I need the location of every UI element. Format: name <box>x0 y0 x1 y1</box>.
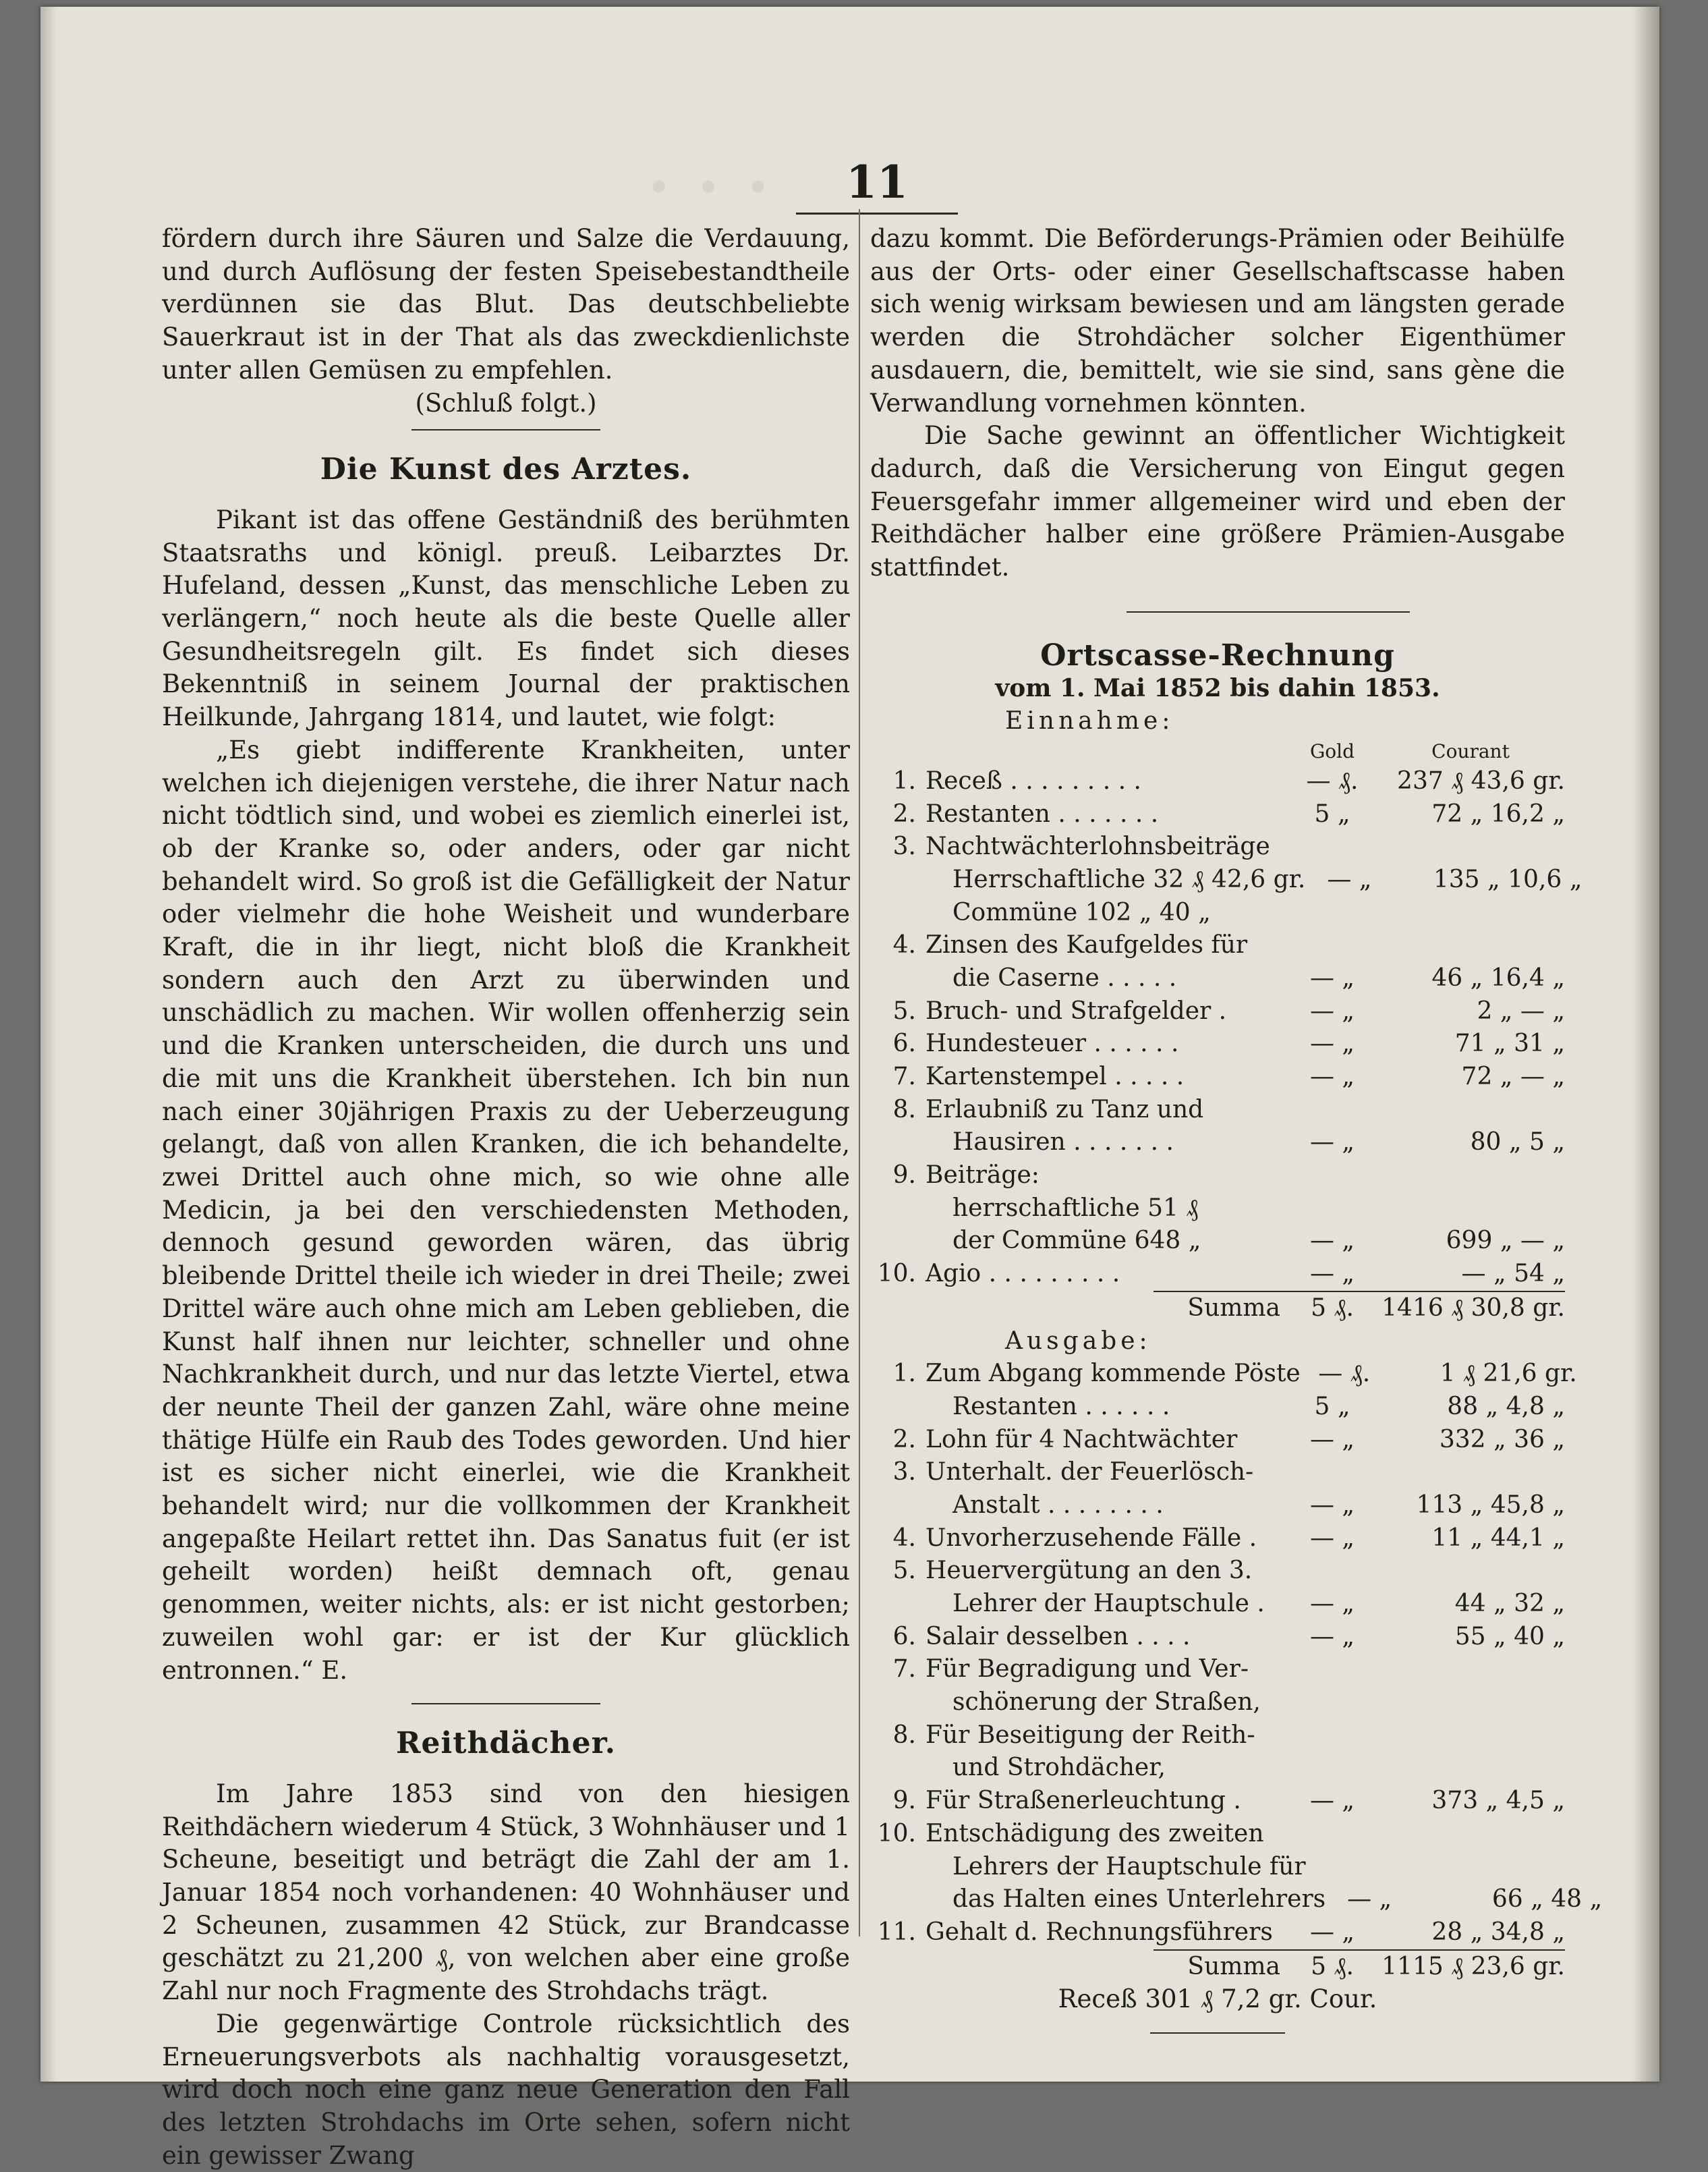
expense-num: 3. <box>892 1458 916 1486</box>
expense-gold: — „ <box>1309 1918 1355 1946</box>
income-gold: — „ <box>1309 1227 1355 1255</box>
gold-column-header: Gold <box>1309 740 1355 762</box>
income-num: 10. <box>877 1260 916 1288</box>
expense-gold: — „ <box>1309 1425 1355 1453</box>
expense-gold: — „ <box>1309 1590 1355 1618</box>
account-column-headers <box>870 738 1565 765</box>
income-num: 4. <box>892 931 916 959</box>
account-subtitle: vom 1. Mai 1852 bis dahin 1853. <box>995 674 1440 703</box>
expense-courant: 1 ₰ 21,6 gr. <box>1440 1360 1577 1388</box>
income-text: herrschaftliche 51 ₰ <box>952 1194 1199 1222</box>
income-row <box>870 1192 1565 1225</box>
expense-total-row <box>870 1951 1565 1984</box>
intro-paragraph: fördern durch ihre Säuren und Salze die Verdauung, und durch Auflösung der festen Speisebestandtheile verdünnen sie das Blut. Das deutschbeliebte Sauerkraut ist in der That als das zweckdienlichste unter allen Gemüsen zu empfehlen. <box>162 224 850 385</box>
income-table <box>870 765 1583 1291</box>
expense-gold: — ₰. <box>1318 1360 1371 1388</box>
expense-row <box>870 1851 1565 1884</box>
income-courant: 135 „ 10,6 „ <box>1433 865 1583 893</box>
expense-text: Entschädigung des zweiten <box>926 1819 1264 1847</box>
income-total-courant: 1416 ₰ 30,8 gr. <box>1382 1293 1565 1322</box>
article-title-kunst: Die Kunst des Arztes. <box>320 452 692 487</box>
income-row <box>870 1225 1565 1258</box>
income-text: Hundesteuer . . . . . . <box>926 1030 1179 1058</box>
income-heading: Einnahme: <box>1005 707 1174 735</box>
section-rule <box>411 1703 600 1704</box>
income-text: Restanten . . . . . . . <box>926 800 1159 828</box>
income-gold: — „ <box>1309 1260 1355 1288</box>
expense-text: Für Straßenerleuchtung . <box>926 1787 1241 1815</box>
expense-text: Lohn für 4 Nachtwächter <box>926 1425 1238 1453</box>
right-column <box>870 223 1603 2034</box>
income-row <box>870 1028 1565 1061</box>
income-row <box>870 831 1565 864</box>
expense-heading: Ausgabe: <box>1005 1327 1151 1355</box>
expense-row <box>870 1916 1565 1949</box>
income-text: Erlaubniß zu Tanz und <box>926 1095 1204 1123</box>
income-text: Agio . . . . . . . . . <box>926 1260 1120 1288</box>
income-row <box>870 798 1565 831</box>
income-row <box>870 897 1565 930</box>
income-row <box>870 929 1565 962</box>
expense-row <box>870 1489 1565 1522</box>
continued-paragraph-2: Die Sache gewinnt an öffentlicher Wichtigkeit dadurch, daß die Versicherung von Eingut gegen Feuersgefahr immer allgemeiner wird und eben der Reithdächer halber eine größere Prämien-Ausgabe stattfindet. <box>870 421 1565 582</box>
expense-text: Salair desselben . . . . <box>926 1622 1191 1650</box>
expense-text: das Halten eines Unterlehrers <box>952 1885 1326 1914</box>
income-row <box>870 1126 1565 1159</box>
end-rule <box>1150 2032 1285 2034</box>
expense-num: 8. <box>892 1721 916 1749</box>
income-text: Bruch- und Strafgelder . <box>926 997 1227 1025</box>
expense-text: Für Beseitigung der Reith- <box>926 1721 1255 1749</box>
income-row <box>870 864 1583 897</box>
expense-text: Zum Abgang kommende Pöste <box>926 1360 1301 1388</box>
income-gold: — „ <box>1309 1063 1355 1091</box>
income-text: Hausiren . . . . . . . <box>952 1128 1174 1157</box>
expense-row <box>870 1752 1565 1785</box>
expense-text: und Strohdächer, <box>952 1754 1166 1782</box>
expense-text: Lehrers der Hauptschule für <box>952 1852 1306 1881</box>
expense-row <box>870 1358 1577 1391</box>
income-gold: — ₰. <box>1306 767 1359 795</box>
expense-text: Unvorherzusehende Fälle . <box>926 1524 1257 1552</box>
article-kunst-paragraph-1: Pikant ist das offene Geständniß des berühmten Staatsraths und königl. preuß. Leibarztes Dr. Hufeland, dessen „Kunst, das menschliche Leben zu verlängern,“ noch heute als die beste Quelle aller Gesundheitsregeln gilt. Es findet sich dieses Bekenntniß in seinem Journal der praktischen Heilkunde, Jahrgang 1814, und lautet, wie folgt: <box>162 505 850 732</box>
expense-row <box>870 1588 1565 1621</box>
expense-total-gold: 5 ₰. <box>1311 1952 1354 1980</box>
expense-row <box>870 1391 1565 1424</box>
bleed-through-text: ··· <box>648 148 797 225</box>
income-text: Beiträge: <box>926 1161 1040 1190</box>
account-title: Ortscasse-Rechnung <box>1040 638 1395 673</box>
income-courant: 72 „ — „ <box>1461 1063 1565 1091</box>
income-row <box>870 962 1565 995</box>
income-text: Herrschaftliche 32 ₰ 42,6 gr. <box>952 865 1306 893</box>
income-courant: 80 „ 5 „ <box>1470 1128 1565 1157</box>
article-title-reithdaecher: Reithdächer. <box>395 1726 617 1761</box>
expense-num: 9. <box>892 1787 916 1815</box>
expense-courant: 113 „ 45,8 „ <box>1416 1491 1565 1519</box>
expense-num: 5. <box>892 1557 916 1585</box>
income-courant: 72 „ 16,2 „ <box>1431 800 1565 828</box>
expense-row <box>870 1653 1565 1686</box>
expense-row <box>870 1785 1565 1818</box>
income-row <box>870 765 1565 798</box>
expense-text: Anstalt . . . . . . . . <box>952 1491 1164 1519</box>
to-be-continued: (Schluß folgt.) <box>415 388 597 418</box>
income-gold: — „ <box>1309 997 1355 1025</box>
income-total-label: Summa <box>1187 1293 1280 1322</box>
income-courant: — „ 54 „ <box>1461 1260 1565 1288</box>
income-text: Nachtwächterlohnsbeiträge <box>926 833 1270 861</box>
income-gold: — „ <box>1309 964 1355 992</box>
expense-total-courant: 1115 ₰ 23,6 gr. <box>1382 1952 1565 1980</box>
income-text: Zinsen des Kaufgeldes für <box>926 931 1248 959</box>
expense-row <box>870 1818 1565 1851</box>
income-num: 8. <box>892 1095 916 1123</box>
expense-row <box>870 1883 1603 1916</box>
income-courant: 2 „ — „ <box>1477 997 1565 1025</box>
income-num: 1. <box>892 767 916 795</box>
income-row <box>870 1159 1565 1192</box>
expense-courant: 88 „ 4,8 „ <box>1447 1392 1565 1420</box>
income-text: Commüne 102 „ 40 „ <box>952 898 1211 926</box>
article-kunst-paragraph-2: „Es giebt indifferente Krankheiten, unter welchen ich diejenigen verstehe, die ihrer Natur nach nicht tödtlich sind, und wobei es ziemlich einerlei ist, ob der Kranke so, oder anders, oder gar nicht behandelt wird. So groß ist die Gefälligkeit der Natur oder vielmehr die hohe Weisheit und wunderbare Kraft, die in ihr liegt, nicht bloß die Krankheit sondern auch den Arzt zu überwinden und unschädlich zu machen. Wir wollen offenherzig sein und die Kranken unterscheiden, die durch uns und die mit uns die Krankheit überstehen. Ich bin nun nach einer 30jährigen Praxis zu der Ueberzeugung gelangt, daß von allen Kranken, die ich behandelte, zwei Drittel auch ohne mich, so wie ohne alle Medicin, ja bei den verschiedensten Methoden, dennoch gesund geworden wären, das übrig bleibende Drittel theile ich wieder in drei Theile; zwei Drittel wäre auch ohne mich am Leben geblieben, die Kunst half ihnen nur leichter, schneller und ohne Nachkrankheit durch, und nur das letzte Viertel, etwa der neunte Theil der ganzen Zahl, wäre ohne meine thätige Hülfe ein Raub des Todes geworden. Und hier ist es sicher nicht einerlei, wie die Krankheit behandelt wird; nur die vollkommen der Krankheit angepaßte Heilart rettet ihn. Das Sanatus fuit (er ist geheilt worden) heißt demnach oft, genau genommen, weiter nichts, als: er ist nicht gestorben; zuweilen wohl gar: er ist der Kur glücklich entronnen.“ E. <box>162 735 850 1685</box>
expense-gold: — „ <box>1309 1524 1355 1552</box>
expense-text: Gehalt d. Rechnungsführers <box>926 1918 1273 1946</box>
expense-gold: — „ <box>1347 1885 1392 1914</box>
income-num: 2. <box>892 800 916 828</box>
income-courant: 46 „ 16,4 „ <box>1431 964 1565 992</box>
income-text: Receß . . . . . . . . . <box>926 767 1141 795</box>
income-text: Kartenstempel . . . . . <box>926 1063 1185 1091</box>
income-num: 5. <box>892 997 916 1025</box>
expense-text: Lehrer der Hauptschule . <box>952 1590 1265 1618</box>
income-row <box>870 1258 1565 1291</box>
income-num: 9. <box>892 1161 916 1190</box>
income-courant: 699 „ — „ <box>1446 1227 1565 1255</box>
expense-courant: 332 „ 36 „ <box>1439 1425 1565 1453</box>
expense-num: 6. <box>892 1622 916 1650</box>
expense-courant: 55 „ 40 „ <box>1454 1622 1565 1650</box>
balance-line: Receß 301 ₰ 7,2 gr. Cour. <box>1058 1984 1377 2014</box>
income-courant: 237 ₰ 43,6 gr. <box>1397 767 1565 795</box>
newspaper-page <box>40 7 1659 2170</box>
expense-gold: — „ <box>1309 1622 1355 1650</box>
expense-num: 10. <box>877 1819 916 1847</box>
income-courant: 71 „ 31 „ <box>1454 1030 1565 1058</box>
article-reith-paragraph-2: Die gegenwärtige Controle rücksichtlich des Erneuerungsverbots als nachhaltig vorausgesetzt, wird doch noch eine ganz neue Generation den Fall des letzten Strohdachs im Orte sehen, sofern nicht ein gewisser Zwang <box>162 2009 850 2170</box>
expense-table <box>870 1358 1603 1949</box>
expense-text: Restanten . . . . . . <box>952 1392 1170 1420</box>
income-gold: — „ <box>1309 1128 1355 1157</box>
expense-row <box>870 1555 1565 1588</box>
expense-num: 11. <box>877 1918 916 1946</box>
expense-num: 4. <box>892 1524 916 1552</box>
expense-row <box>870 1686 1565 1719</box>
income-total-gold: 5 ₰. <box>1311 1293 1354 1322</box>
expense-num: 7. <box>892 1655 916 1683</box>
expense-text: Heuervergütung an den 3. <box>926 1557 1253 1585</box>
expense-courant: 44 „ 32 „ <box>1454 1590 1565 1618</box>
expense-row <box>870 1719 1565 1752</box>
expense-gold: — „ <box>1309 1787 1355 1815</box>
income-num: 7. <box>892 1063 916 1091</box>
expense-total-label: Summa <box>1187 1952 1280 1980</box>
expense-courant: 11 „ 44,1 „ <box>1431 1524 1565 1552</box>
expense-text: Unterhalt. der Feuerlösch- <box>926 1458 1254 1486</box>
expense-row <box>870 1621 1565 1654</box>
page-number: 11 <box>796 152 958 215</box>
expense-courant: 66 „ 48 „ <box>1491 1885 1603 1914</box>
income-num: 6. <box>892 1030 916 1058</box>
income-gold: 5 „ <box>1314 800 1350 828</box>
income-gold: — „ <box>1309 1030 1355 1058</box>
income-gold: — „ <box>1327 865 1372 893</box>
income-text: die Caserne . . . . . <box>952 964 1177 992</box>
courant-column-header: Courant <box>1431 740 1510 762</box>
expense-row <box>870 1522 1565 1555</box>
expense-row <box>870 1456 1565 1489</box>
continued-paragraph-1: dazu kommt. Die Beförderungs-Prämien oder Beihülfe aus der Orts- oder einer Gesellschaftscasse haben sich wenig wirksam bewiesen und am längsten gerade werden die Strohdächer solcher Eigenthümer ausdauern, die, bemittelt, wie sie sind, sans gène die Verwandlung vornehmen könnten. <box>870 224 1565 418</box>
income-text: der Commüne 648 „ <box>952 1227 1201 1255</box>
expense-gold: 5 „ <box>1314 1392 1350 1420</box>
income-total-row <box>870 1292 1565 1325</box>
income-row <box>870 1094 1565 1127</box>
expense-text: Für Begradigung und Ver- <box>926 1655 1249 1683</box>
expense-gold: — „ <box>1309 1491 1355 1519</box>
article-reith-paragraph-1: Im Jahre 1853 sind von den hiesigen Reithdächern wiederum 4 Stück, 3 Wohnhäuser und 1 Scheune, beseitigt und beträgt die Zahl der am 1. Januar 1854 noch vorhandenen: 40 Wohnhäuser und 2 Scheunen, zusammen 42 Stück, zur Brandcasse geschätzt zu 21,200 ₰, von welchen aber eine große Zahl nur noch Fragmente des Strohdachs trägt. <box>162 1779 850 2006</box>
column-divider <box>859 209 860 1937</box>
expense-row <box>870 1424 1565 1457</box>
left-column <box>162 223 850 2172</box>
expense-num: 2. <box>892 1425 916 1453</box>
income-row <box>870 995 1565 1028</box>
section-rule <box>1127 611 1410 613</box>
expense-num: 1. <box>892 1360 916 1388</box>
section-rule <box>411 429 600 430</box>
income-row <box>870 1061 1565 1094</box>
income-num: 3. <box>892 833 916 861</box>
expense-text: schönerung der Straßen, <box>952 1688 1261 1717</box>
expense-courant: 373 „ 4,5 „ <box>1431 1787 1565 1815</box>
expense-courant: 28 „ 34,8 „ <box>1431 1918 1565 1946</box>
